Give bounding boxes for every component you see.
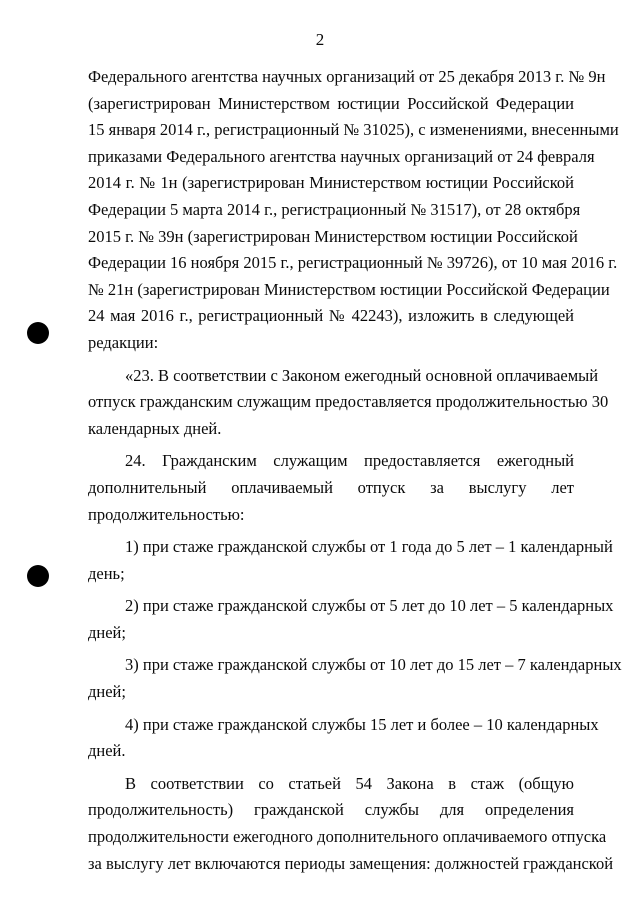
text-line: дней; (88, 622, 126, 642)
paragraph-item-23 (88, 363, 609, 443)
text-line: 2015 г. № 39н (зарегистрирован Министерством юстиции Российской (88, 226, 578, 246)
text-line: Федерации 5 марта 2014 г., регистрационный № 31517), от 28 октября (88, 199, 581, 219)
text-line: календарных дней. (88, 418, 222, 438)
text-line: Федерации 16 ноября 2015 г., регистрационный № 39726), от 10 мая 2016 г. (88, 253, 618, 273)
text-line: 2) при стаже гражданской службы от 5 лет до 10 лет – 5 календарных (125, 596, 614, 616)
text-line: «23. В соответствии с Законом ежегодный основной оплачиваемый (125, 365, 599, 385)
text-line: дополнительный оплачиваемый отпуск за выслугу лет (88, 477, 574, 497)
text-line: № 21н (зарегистрирован Министерством юстиции Российской Федерации (88, 279, 610, 299)
list-item-4 (88, 712, 599, 765)
text-line: 24 мая 2016 г., регистрационный № 42243), изложить в следующей (88, 306, 574, 326)
text-line: 2014 г. № 1н (зарегистрирован Министерством юстиции Российской (88, 173, 574, 193)
text-line: 4) при стаже гражданской службы 15 лет и более – 10 календарных (125, 714, 599, 734)
paragraph-item-24 (88, 448, 574, 528)
text-line: дней; (88, 682, 126, 702)
text-line: В соответствии со статьей 54 Закона в стаж (общую (125, 773, 574, 793)
text-line: продолжительностью: (88, 504, 245, 524)
text-line: продолжительность) гражданской службы для определения (88, 800, 574, 820)
list-item-3 (88, 652, 622, 705)
punch-hole-bottom (27, 565, 49, 587)
list-item-1 (88, 534, 613, 587)
text-line: 24. Гражданским служащим предоставляется ежегодный (125, 451, 574, 471)
text-line: 15 января 2014 г., регистрационный № 31025), с изменениями, внесенными (88, 120, 619, 140)
text-line: отпуск гражданским служащим предоставляется продолжительностью 30 (88, 392, 609, 412)
text-line: за выслугу лет включаются периоды замещения: должностей гражданской (88, 853, 614, 873)
paragraph-order-intro (88, 64, 619, 357)
punch-hole-top (27, 322, 49, 344)
page-number: 2 (315, 30, 325, 49)
text-line: (зарегистрирован Министерством юстиции Российской Федерации (88, 93, 574, 113)
text-line: приказами Федерального агентства научных организаций от 24 февраля (88, 146, 595, 166)
text-line: редакции: (88, 332, 159, 352)
text-line: Федерального агентства научных организаций от 25 декабря 2013 г. № 9н (88, 67, 606, 86)
text-line: день; (88, 563, 125, 583)
text-line: 1) при стаже гражданской службы от 1 года до 5 лет – 1 календарный (125, 537, 613, 557)
text-line: дней. (88, 741, 126, 761)
document-body (88, 64, 622, 877)
paragraph-article-54 (88, 771, 614, 877)
text-line: 3) при стаже гражданской службы от 10 лет до 15 лет – 7 календарных (125, 655, 622, 675)
list-item-2 (88, 593, 614, 646)
text-line: продолжительности ежегодного дополнительного оплачиваемого отпуска (88, 827, 607, 847)
